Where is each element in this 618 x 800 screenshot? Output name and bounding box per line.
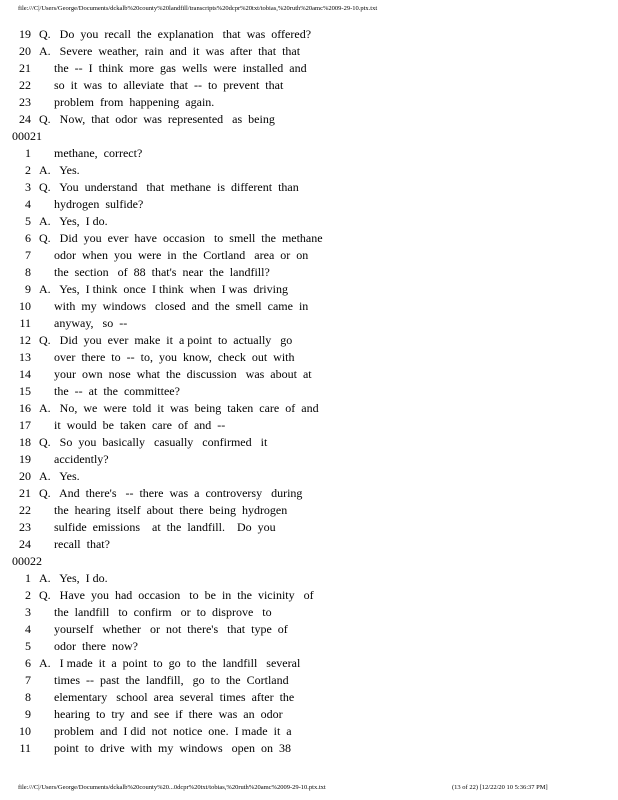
transcript-line — [12, 298, 612, 315]
line-number: 4 — [25, 197, 31, 211]
transcript-line — [12, 349, 612, 366]
transcript-line — [12, 43, 612, 60]
line-number: 24 — [19, 537, 31, 551]
transcript-line — [12, 315, 612, 332]
line-number: 22 — [19, 78, 31, 92]
transcript-line — [12, 519, 612, 536]
line-text: sulfide emissions at the landfill. Do you — [39, 520, 276, 534]
page-marker: 00022 — [12, 554, 42, 568]
line-text: the hearing itself about there being hydrogen — [39, 503, 288, 517]
line-text: Q. Now, that odor was represented as being — [39, 112, 275, 126]
transcript-line — [12, 536, 612, 553]
line-number: 18 — [19, 435, 31, 449]
line-number: 23 — [19, 95, 31, 109]
transcript-line — [12, 60, 612, 77]
line-number: 11 — [19, 316, 31, 330]
transcript-line — [12, 145, 612, 162]
line-number: 10 — [19, 724, 31, 738]
page-info-footer: (13 of 22) [12/22/20 10 5:36:37 PM] — [452, 784, 548, 791]
transcript-line — [12, 213, 612, 230]
line-text: odor when you were in the Cortland area or on — [39, 248, 309, 262]
line-text: accidently? — [39, 452, 109, 466]
transcript-body — [12, 26, 612, 757]
line-number: 9 — [25, 707, 31, 721]
line-number: 19 — [19, 452, 31, 466]
line-number: 12 — [19, 333, 31, 347]
line-text: so it was to alleviate that -- to prevent that — [39, 78, 284, 92]
transcript-line — [12, 366, 612, 383]
transcript-line — [12, 196, 612, 213]
transcript-line — [12, 434, 612, 451]
line-text: hydrogen sulfide? — [39, 197, 144, 211]
line-text: Q. Do you recall the explanation that was offered? — [39, 27, 312, 41]
line-number: 23 — [19, 520, 31, 534]
line-text: yourself whether or not there's that type of — [39, 622, 288, 636]
line-text: the section of 88 that's near the landfill? — [39, 265, 270, 279]
line-text: A. Yes. — [39, 163, 80, 177]
line-number: 19 — [19, 27, 31, 41]
line-number: 3 — [25, 605, 31, 619]
line-text: elementary school area several times after the — [39, 690, 295, 704]
transcript-line — [12, 77, 612, 94]
transcript-line — [12, 655, 612, 672]
transcript-line — [12, 689, 612, 706]
transcript-line — [12, 179, 612, 196]
page-marker: 00021 — [12, 129, 42, 143]
transcript-block-page-22 — [12, 570, 612, 757]
line-text: problem and I did not notice one. I made it a — [39, 724, 292, 738]
transcript-line — [12, 111, 612, 128]
transcript-line — [12, 281, 612, 298]
transcript-line — [12, 723, 612, 740]
transcript-line — [12, 264, 612, 281]
line-text: problem from happening again. — [39, 95, 215, 109]
line-number: 21 — [19, 486, 31, 500]
file-path-header: file:///C|/Users/George/Documents/dckalb%20county%20landfill/transcripts%20dcpr%20txt/tobias,%20ruth%20amc%2009-29-10.ptx.txt — [18, 5, 378, 12]
line-number: 1 — [25, 146, 31, 160]
line-number: 17 — [19, 418, 31, 432]
line-number: 3 — [25, 180, 31, 194]
line-number: 9 — [25, 282, 31, 296]
line-text: with my windows closed and the smell came in — [39, 299, 309, 313]
line-text: A. Yes, I think once I think when I was driving — [39, 282, 288, 296]
line-text: hearing to try and see if there was an odor — [39, 707, 283, 721]
line-number: 1 — [25, 571, 31, 585]
transcript-line — [12, 502, 612, 519]
transcript-block-page-21 — [12, 145, 612, 553]
line-number: 22 — [19, 503, 31, 517]
transcript-block-page-20 — [12, 26, 612, 128]
transcript-line — [12, 247, 612, 264]
line-text: A. Yes. — [39, 469, 80, 483]
transcript-line — [12, 468, 612, 485]
line-text: over there to -- to, you know, check out with — [39, 350, 295, 364]
transcript-line — [12, 417, 612, 434]
line-text: A. Yes, I do. — [39, 214, 108, 228]
transcript-line — [12, 672, 612, 689]
transcript-line — [12, 740, 612, 757]
line-number: 13 — [19, 350, 31, 364]
line-number: 2 — [25, 588, 31, 602]
line-text: the landfill to confirm or to disprove to — [39, 605, 272, 619]
line-text: A. I made it a point to go to the landfill several — [39, 656, 301, 670]
line-text: Q. And there's -- there was a controversy during — [39, 486, 303, 500]
line-number: 5 — [25, 639, 31, 653]
line-text: your own nose what the discussion was about at — [39, 367, 312, 381]
transcript-line — [12, 706, 612, 723]
file-path-footer: file:///C|/Users/George/Documents/dckalb%20county%20...0dcpr%20txt/tobias,%20ruth%20amc%2009-29-10.ptx.txt — [18, 784, 326, 791]
line-text: Q. Did you ever have occasion to smell the methane — [39, 231, 323, 245]
line-number: 20 — [19, 469, 31, 483]
line-number: 10 — [19, 299, 31, 313]
transcript-line — [12, 162, 612, 179]
line-text: Q. Did you ever make it a point to actually go — [39, 333, 293, 347]
transcript-line — [12, 26, 612, 43]
line-text: recall that? — [39, 537, 110, 551]
transcript-line — [12, 230, 612, 247]
line-number: 7 — [25, 673, 31, 687]
line-number: 14 — [19, 367, 31, 381]
line-number: 8 — [25, 265, 31, 279]
line-text: odor there now? — [39, 639, 138, 653]
transcript-line — [12, 604, 612, 621]
line-text: anyway, so -- — [39, 316, 128, 330]
line-text: Q. Have you had occasion to be in the vicinity of — [39, 588, 314, 602]
line-text: the -- I think more gas wells were installed and — [39, 61, 307, 75]
line-number: 8 — [25, 690, 31, 704]
transcript-line — [12, 485, 612, 502]
line-number: 15 — [19, 384, 31, 398]
transcript-line — [12, 332, 612, 349]
line-text: methane, correct? — [39, 146, 143, 160]
line-number: 16 — [19, 401, 31, 415]
line-text: times -- past the landfill, go to the Cortland — [39, 673, 289, 687]
line-number: 21 — [19, 61, 31, 75]
line-number: 4 — [25, 622, 31, 636]
line-text: point to drive with my windows open on 38 — [39, 741, 291, 755]
transcript-line — [12, 570, 612, 587]
transcript-line — [12, 400, 612, 417]
transcript-line — [12, 451, 612, 468]
line-number: 11 — [19, 741, 31, 755]
line-text: A. No, we were told it was being taken care of and — [39, 401, 319, 415]
transcript-line — [12, 94, 612, 111]
line-number: 6 — [25, 231, 31, 245]
line-text: A. Yes, I do. — [39, 571, 108, 585]
line-number: 5 — [25, 214, 31, 228]
transcript-line — [12, 638, 612, 655]
line-number: 20 — [19, 44, 31, 58]
transcript-line — [12, 587, 612, 604]
line-text: Q. So you basically casually confirmed it — [39, 435, 268, 449]
line-number: 2 — [25, 163, 31, 177]
line-text: it would be taken care of and -- — [39, 418, 226, 432]
line-number: 7 — [25, 248, 31, 262]
line-text: A. Severe weather, rain and it was after that that — [39, 44, 301, 58]
transcript-line — [12, 621, 612, 638]
line-number: 6 — [25, 656, 31, 670]
line-text: the -- at the committee? — [39, 384, 180, 398]
line-number: 24 — [19, 112, 31, 126]
transcript-line — [12, 383, 612, 400]
line-text: Q. You understand that methane is different than — [39, 180, 299, 194]
